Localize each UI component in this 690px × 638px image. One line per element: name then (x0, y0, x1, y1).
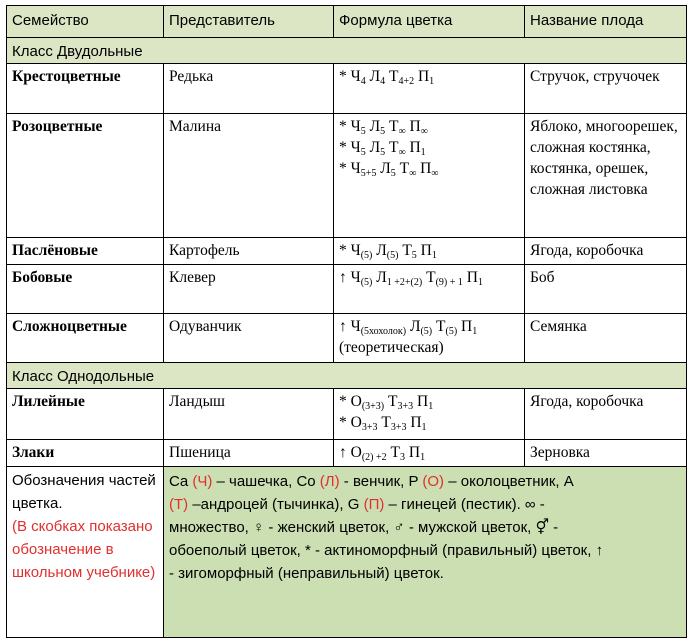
formula-count: ∞ (398, 126, 406, 137)
formula-symbol: Т (390, 444, 400, 461)
family-name: Бобовые (7, 265, 164, 314)
header-plant: Представитель (164, 6, 334, 38)
family-name: Крестоцветные (7, 64, 164, 114)
formula-count: 3+3 (361, 422, 378, 433)
formula-symbol: П (409, 139, 421, 156)
representative-plant: Картофель (164, 238, 334, 265)
formula-symbol: Ч (350, 160, 361, 177)
school-symbol: (Т) (169, 496, 189, 513)
family-name: Паслёновые (7, 238, 164, 265)
flower-formula (334, 440, 525, 467)
formula-symbol: Т (388, 139, 399, 156)
legend-text: обоеполый цветок, * - актиноморфный (правильный) цветок, ↑ (169, 542, 604, 559)
formula-count: 1 (420, 452, 426, 463)
formula-symbol: Ч (350, 118, 361, 135)
notes-label: Обозначения частей цветка. (12, 472, 156, 512)
formula-count: 3+3 (397, 401, 414, 412)
formula-symbol: Т (436, 318, 446, 335)
formula-count: 3+3 (390, 422, 407, 433)
dicot-rows (7, 64, 687, 363)
formula-symbol: * (339, 118, 347, 135)
formula-count: (5) (386, 250, 399, 261)
formula-count: 4+2 (398, 76, 415, 87)
formula-symbol: Ч (350, 269, 361, 286)
legend-cell (164, 467, 687, 638)
formula-symbol: * (339, 139, 347, 156)
class-dicot-row (7, 38, 687, 64)
formula-count: (5хохолок) (360, 326, 407, 337)
legend-line (169, 516, 681, 539)
legend-text: –андроцей (тычинка), G (188, 496, 364, 513)
formula-count: ∞ (398, 147, 406, 158)
family-name: Злаки (7, 440, 164, 467)
header-fruit: Название плода (525, 6, 687, 38)
flower-formula (334, 389, 525, 440)
formula-count: 5 (380, 147, 386, 158)
formula-symbol: * (339, 393, 347, 410)
formula-count: (3+3) (361, 401, 385, 412)
legend-text: – околоцветник, A (444, 473, 574, 490)
notes-row (7, 467, 687, 638)
formula-symbol: Л (380, 160, 391, 177)
formula-line (339, 116, 519, 137)
table-row (7, 265, 687, 314)
flower-formula-table (6, 5, 687, 638)
formula-symbol: П (466, 269, 478, 286)
formula-count: ∞ (409, 168, 417, 179)
table-row (7, 389, 687, 440)
fruit-name: Ягода, коробочка (525, 389, 687, 440)
formula-symbol: * (339, 242, 347, 259)
formula-line (339, 66, 519, 87)
flower-formula (334, 238, 525, 265)
fruit-name: Семянка (525, 314, 687, 363)
formula-count: 1 (472, 326, 478, 337)
formula-count: (5) (360, 250, 373, 261)
legend-text: - зигоморфный (неправильный) цветок. (169, 565, 444, 582)
flower-formula (334, 265, 525, 314)
formula-symbol: Л (376, 242, 387, 259)
formula-line (339, 442, 519, 463)
fruit-name: Ягода, коробочка (525, 238, 687, 265)
formula-count: 1 (421, 422, 427, 433)
fruit-name: Стручок, стручочек (525, 64, 687, 114)
fruit-name: Зерновка (525, 440, 687, 467)
formula-count: (2) +2 (361, 452, 387, 463)
formula-symbol: Ч (350, 318, 361, 335)
family-name: Розоцветные (7, 114, 164, 238)
formula-count: 5 (380, 126, 386, 137)
formula-line (339, 240, 519, 261)
formula-symbol: П (408, 444, 421, 461)
flower-formula (334, 314, 525, 363)
header-family: Семейство (7, 6, 164, 38)
legend-text: – гинецей (пестик). ∞ - (384, 496, 545, 513)
formula-symbol: Л (369, 139, 381, 156)
formula-symbol: Л (369, 118, 381, 135)
formula-symbol: Л (369, 68, 381, 85)
formula-symbol: Ч (350, 68, 361, 85)
table-row (7, 314, 687, 363)
formula-symbol: Ч (350, 139, 361, 156)
representative-plant: Малина (164, 114, 334, 238)
school-symbol: (П) (363, 496, 385, 513)
formula-count: 1 (428, 401, 434, 412)
formula-symbol: Т (399, 160, 410, 177)
school-symbol: (О) (422, 473, 445, 490)
formula-symbol: Т (388, 393, 398, 410)
legend-text: Ca (169, 473, 193, 490)
formula-symbol: О (350, 414, 362, 431)
formula-symbol: ↑ (339, 318, 347, 335)
family-name: Лилейные (7, 389, 164, 440)
school-symbol: (Л) (319, 473, 340, 490)
formula-line (339, 158, 519, 179)
formula-count: 5 (360, 147, 366, 158)
class-monocot-row (7, 363, 687, 389)
legend-line (169, 539, 681, 562)
fruit-name: Яблоко, многоорешек, сложная костянка, костянка, орешек, сложная листовка (525, 114, 687, 238)
formula-symbol: * (339, 414, 347, 431)
table-row (7, 238, 687, 265)
formula-symbol: * (339, 68, 347, 85)
formula-line (339, 412, 519, 433)
formula-count: ∞ (420, 126, 428, 137)
formula-count: (9) + 1 (435, 277, 463, 288)
school-symbol: (Ч) (192, 473, 213, 490)
formula-count: 1 (420, 147, 426, 158)
formula-count: 1 +2+(2) (386, 277, 423, 288)
formula-symbol: Л (409, 318, 421, 335)
formula-symbol: Т (381, 414, 391, 431)
formula-symbol: П (461, 318, 473, 335)
formula-count: 5+5 (360, 168, 377, 179)
formula-symbol: П (409, 118, 421, 135)
representative-plant: Редька (164, 64, 334, 114)
table-row (7, 440, 687, 467)
formula-symbol: П (417, 68, 430, 85)
flower-formula (334, 114, 525, 238)
formula-symbol: ↑ (339, 444, 347, 461)
formula-line (339, 267, 519, 288)
class-monocot-label: Класс Однодольные (7, 363, 687, 389)
formula-symbol: П (420, 242, 432, 259)
formula-count: 5 (390, 168, 396, 179)
flower-formula (334, 64, 525, 114)
legend-text: множество, ♀ - женский цветок, ♂ - мужской цветок, ⚥ - (169, 519, 559, 536)
header-row (7, 6, 687, 38)
formula-symbol: Т (426, 269, 436, 286)
formula-count: 3 (399, 452, 405, 463)
formula-symbol: О (350, 444, 362, 461)
formula-line (339, 391, 519, 412)
formula-count: (5) (445, 326, 458, 337)
formula-count: 1 (431, 250, 437, 261)
legend-text: – чашечка, Co (212, 473, 320, 490)
formula-count: 5 (411, 250, 417, 261)
formula-symbol: П (410, 414, 422, 431)
formula-count: 4 (380, 76, 386, 87)
formula-symbol: ↑ (339, 269, 347, 286)
formula-symbol: Л (376, 269, 387, 286)
formula-count: (5) (360, 277, 373, 288)
legend-line (169, 470, 681, 493)
legend-text: - венчик, P (339, 473, 423, 490)
formula-symbol: П (417, 393, 429, 410)
representative-plant: Клевер (164, 265, 334, 314)
formula-count: 4 (360, 76, 366, 87)
monocot-rows (7, 389, 687, 467)
formula-symbol: О (350, 393, 362, 410)
representative-plant: Одуванчик (164, 314, 334, 363)
formula-symbol: Т (388, 118, 399, 135)
legend-line (169, 493, 681, 516)
formula-count: (5) (420, 326, 433, 337)
table-row (7, 114, 687, 238)
formula-note: (теоретическая) (339, 339, 444, 356)
formula-line (339, 137, 519, 158)
representative-plant: Ландыш (164, 389, 334, 440)
representative-plant: Пшеница (164, 440, 334, 467)
formula-count: ∞ (431, 168, 439, 179)
formula-count: 1 (477, 277, 483, 288)
family-name: Сложноцветные (7, 314, 164, 363)
formula-symbol: Т (388, 68, 399, 85)
notes-label-cell (7, 467, 164, 638)
formula-symbol: П (420, 160, 432, 177)
formula-line (339, 316, 519, 337)
formula-symbol: Т (402, 242, 412, 259)
header-formula: Формула цветка (334, 6, 525, 38)
table-row (7, 64, 687, 114)
formula-count: 5 (360, 126, 366, 137)
formula-symbol: Ч (350, 242, 361, 259)
fruit-name: Боб (525, 265, 687, 314)
class-dicot-label: Класс Двудольные (7, 38, 687, 64)
notes-school: (В скобках показано обозначение в школьном учебнике) (12, 518, 156, 581)
formula-count: 1 (429, 76, 435, 87)
legend-line (169, 562, 681, 585)
formula-symbol: * (339, 160, 347, 177)
